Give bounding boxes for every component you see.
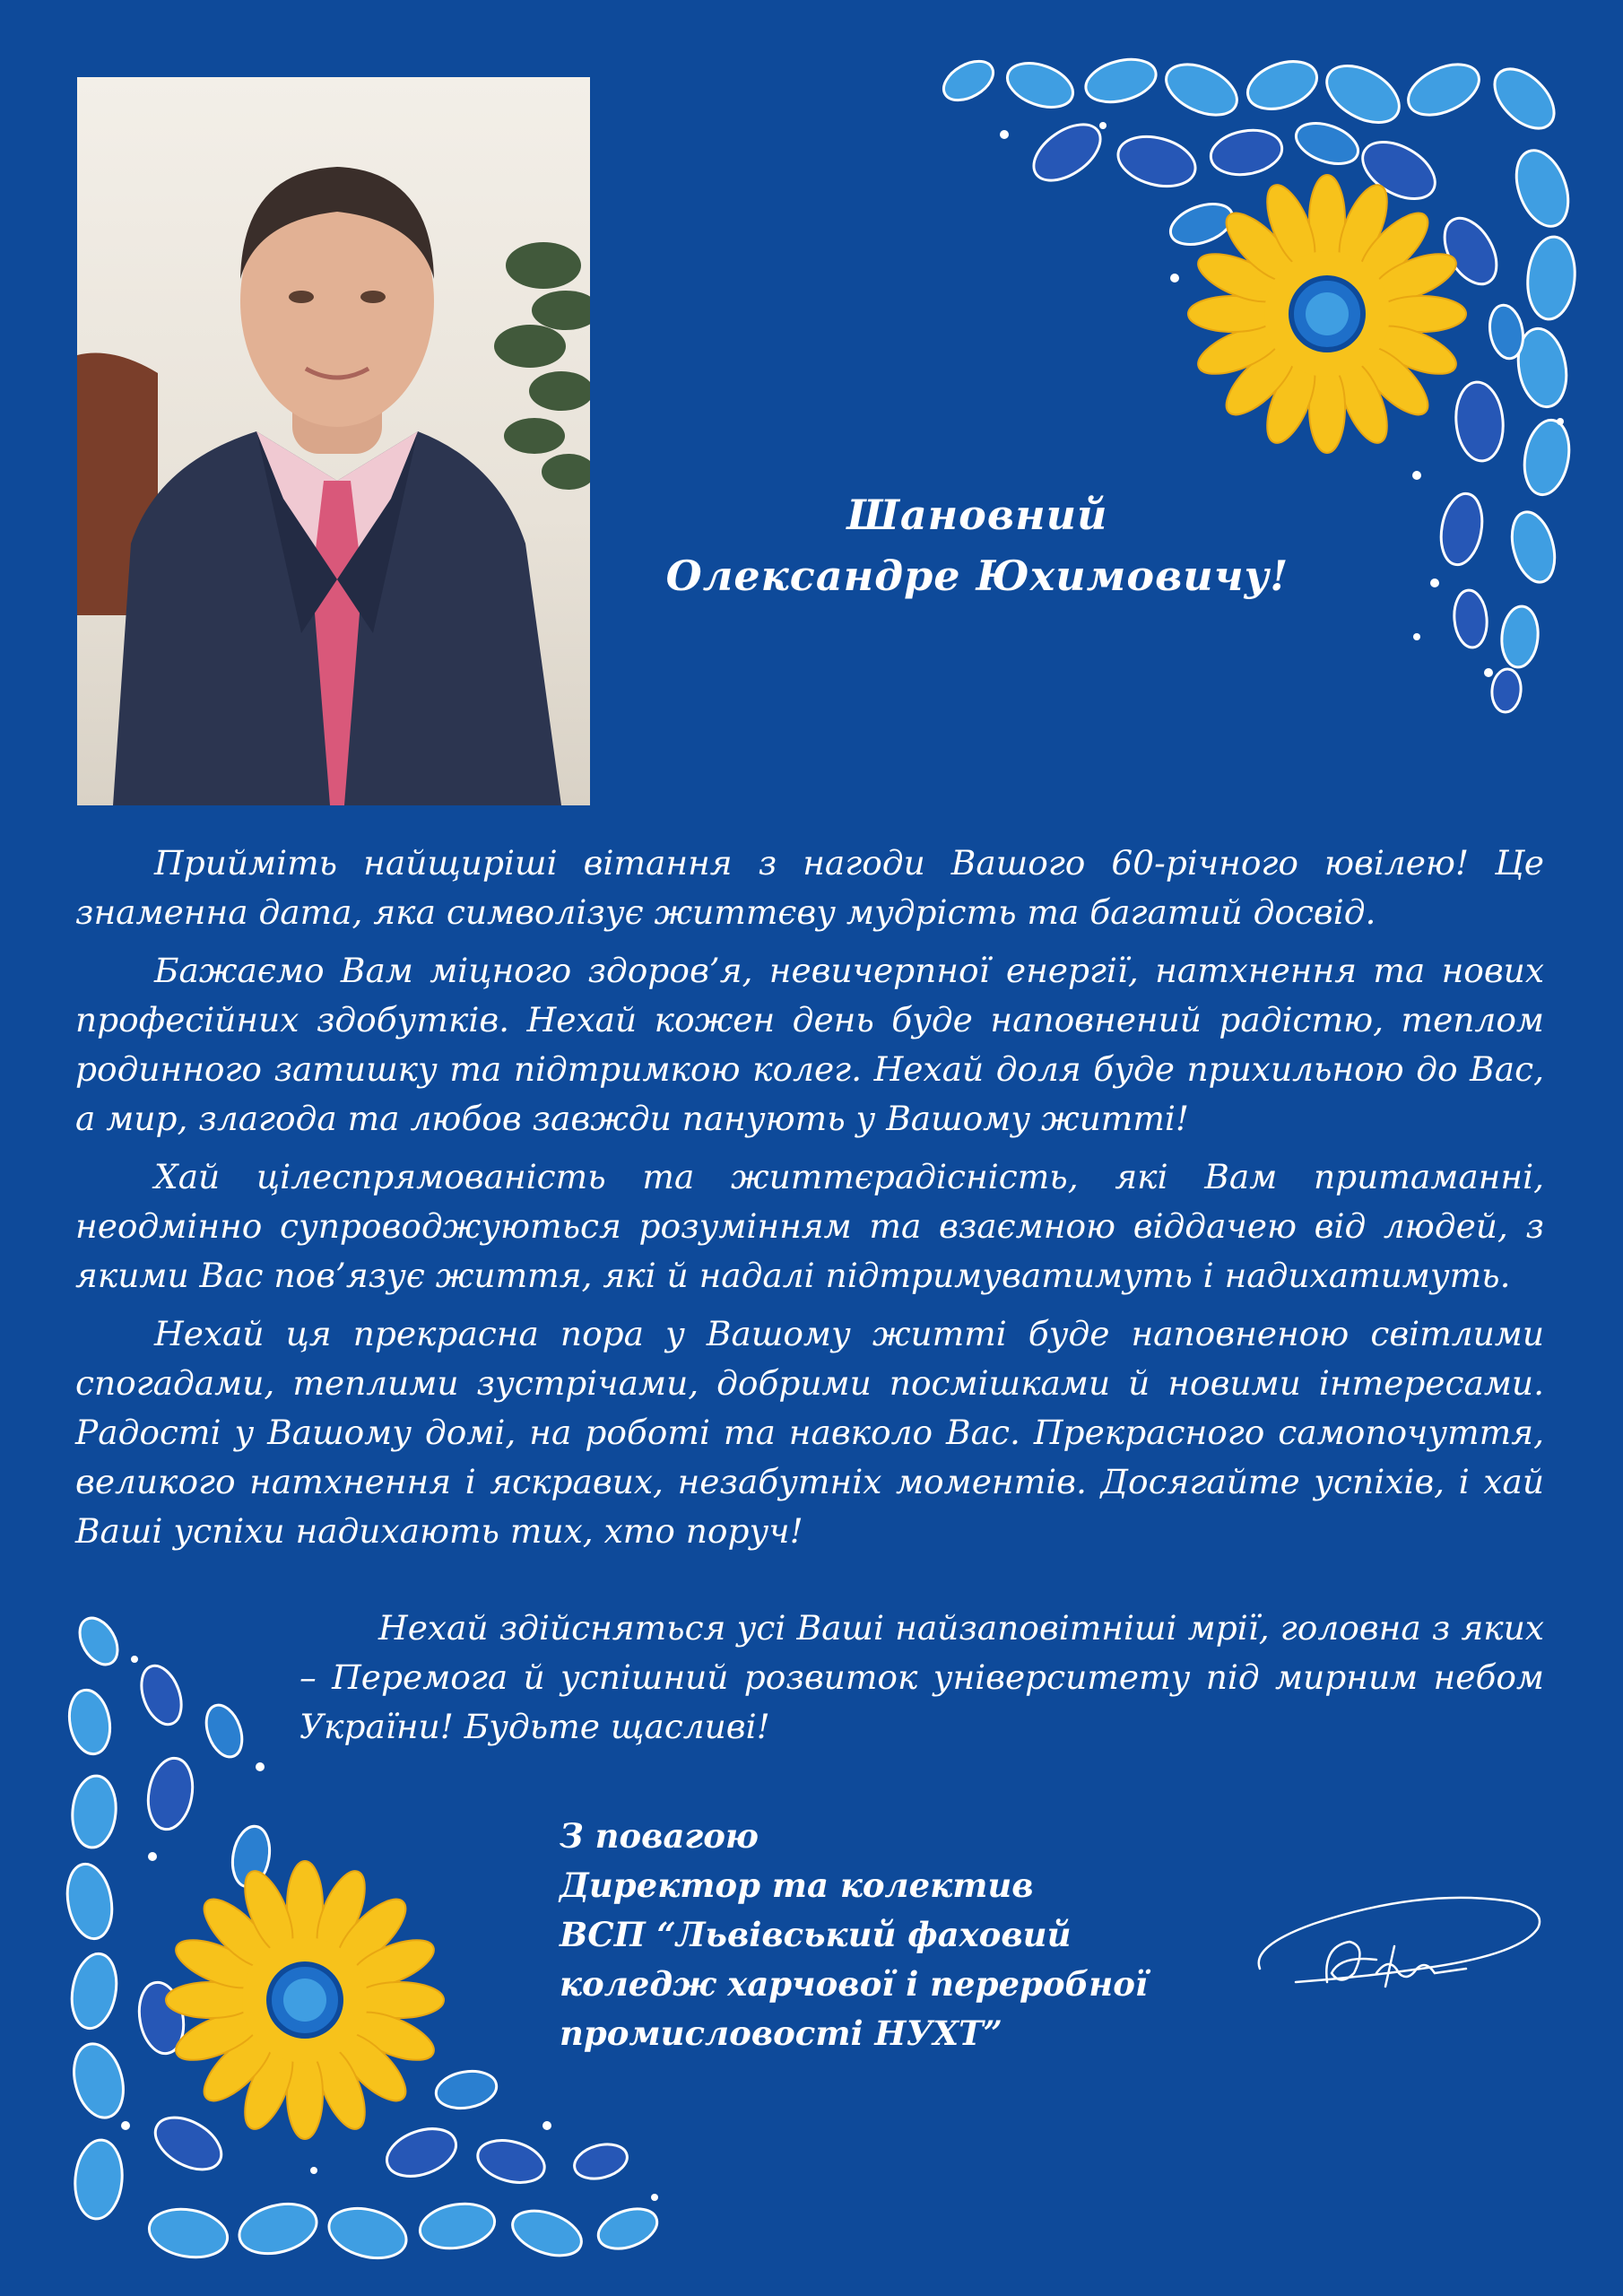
closing-line-3: ВСП “Львівський фаховий bbox=[560, 1915, 1072, 1954]
final-wish-paragraph: Нехай здійсняться усі Ваші найзаповітніші мрії, головна з яких – Перемога й успішний розвиток університету під мирним небом України! Будьте щасливі! bbox=[299, 1608, 1544, 1746]
handwritten-signature bbox=[1242, 1883, 1556, 2009]
paragraph-4: Нехай ця прекрасна пора у Вашому житті буде наповненою світлими спогадами, теплими зустрічами, добрими посмішками й новими інтересами. Радості у Вашому домі, на роботі та навколо Вас. Прекрасного самопочуття, великого натхнення і яскравих, незабутніх моментів. Досягайте успіхів, і хай Ваші успіхи надихають тих, хто поруч! bbox=[75, 1314, 1544, 1551]
closing-line-5: промисловості НУХТ” bbox=[560, 2013, 1002, 2053]
portrait-photo bbox=[77, 77, 590, 805]
closing-line-2: Директор та колектив bbox=[560, 1866, 1034, 1905]
salutation-line-2: Олександре Юхимовичу! bbox=[665, 552, 1289, 600]
closing-line-4: коледж харчової і переробної bbox=[560, 1964, 1148, 2004]
salutation-line-1: Шановний bbox=[846, 491, 1108, 539]
paragraph-3: Хай цілеспрямованість та життєрадісність, які Вам притаманні, неодмінно супроводжуються розумінням та взаємною віддачею від людей, з якими Вас пов’язує життя, які й надалі підтримуватимуть і надихатимуть. bbox=[75, 1157, 1544, 1295]
paragraph-1: Прийміть найщиріші вітання з нагоди Вашого 60-річного ювілею! Це знаменна дата, яка символізує життєву мудрість та багатий досвід. bbox=[75, 843, 1544, 932]
greeting-body bbox=[75, 839, 1544, 1565]
paragraph-2: Бажаємо Вам міцного здоров’я, невичерпної енергії, натхнення та нових професійних здобутків. Нехай кожен день буде наповнений радістю, теплом родинного затишку та підтримкою колег. Нехай доля буде прихильною до Вас, а мир, злагода та любов завжди панують у Вашому житті! bbox=[75, 951, 1544, 1138]
closing-line-1: З повагою bbox=[560, 1816, 759, 1856]
floral-ornament-top-right bbox=[933, 45, 1587, 726]
salutation bbox=[646, 484, 1309, 606]
closing-signatories bbox=[560, 1812, 1241, 2058]
